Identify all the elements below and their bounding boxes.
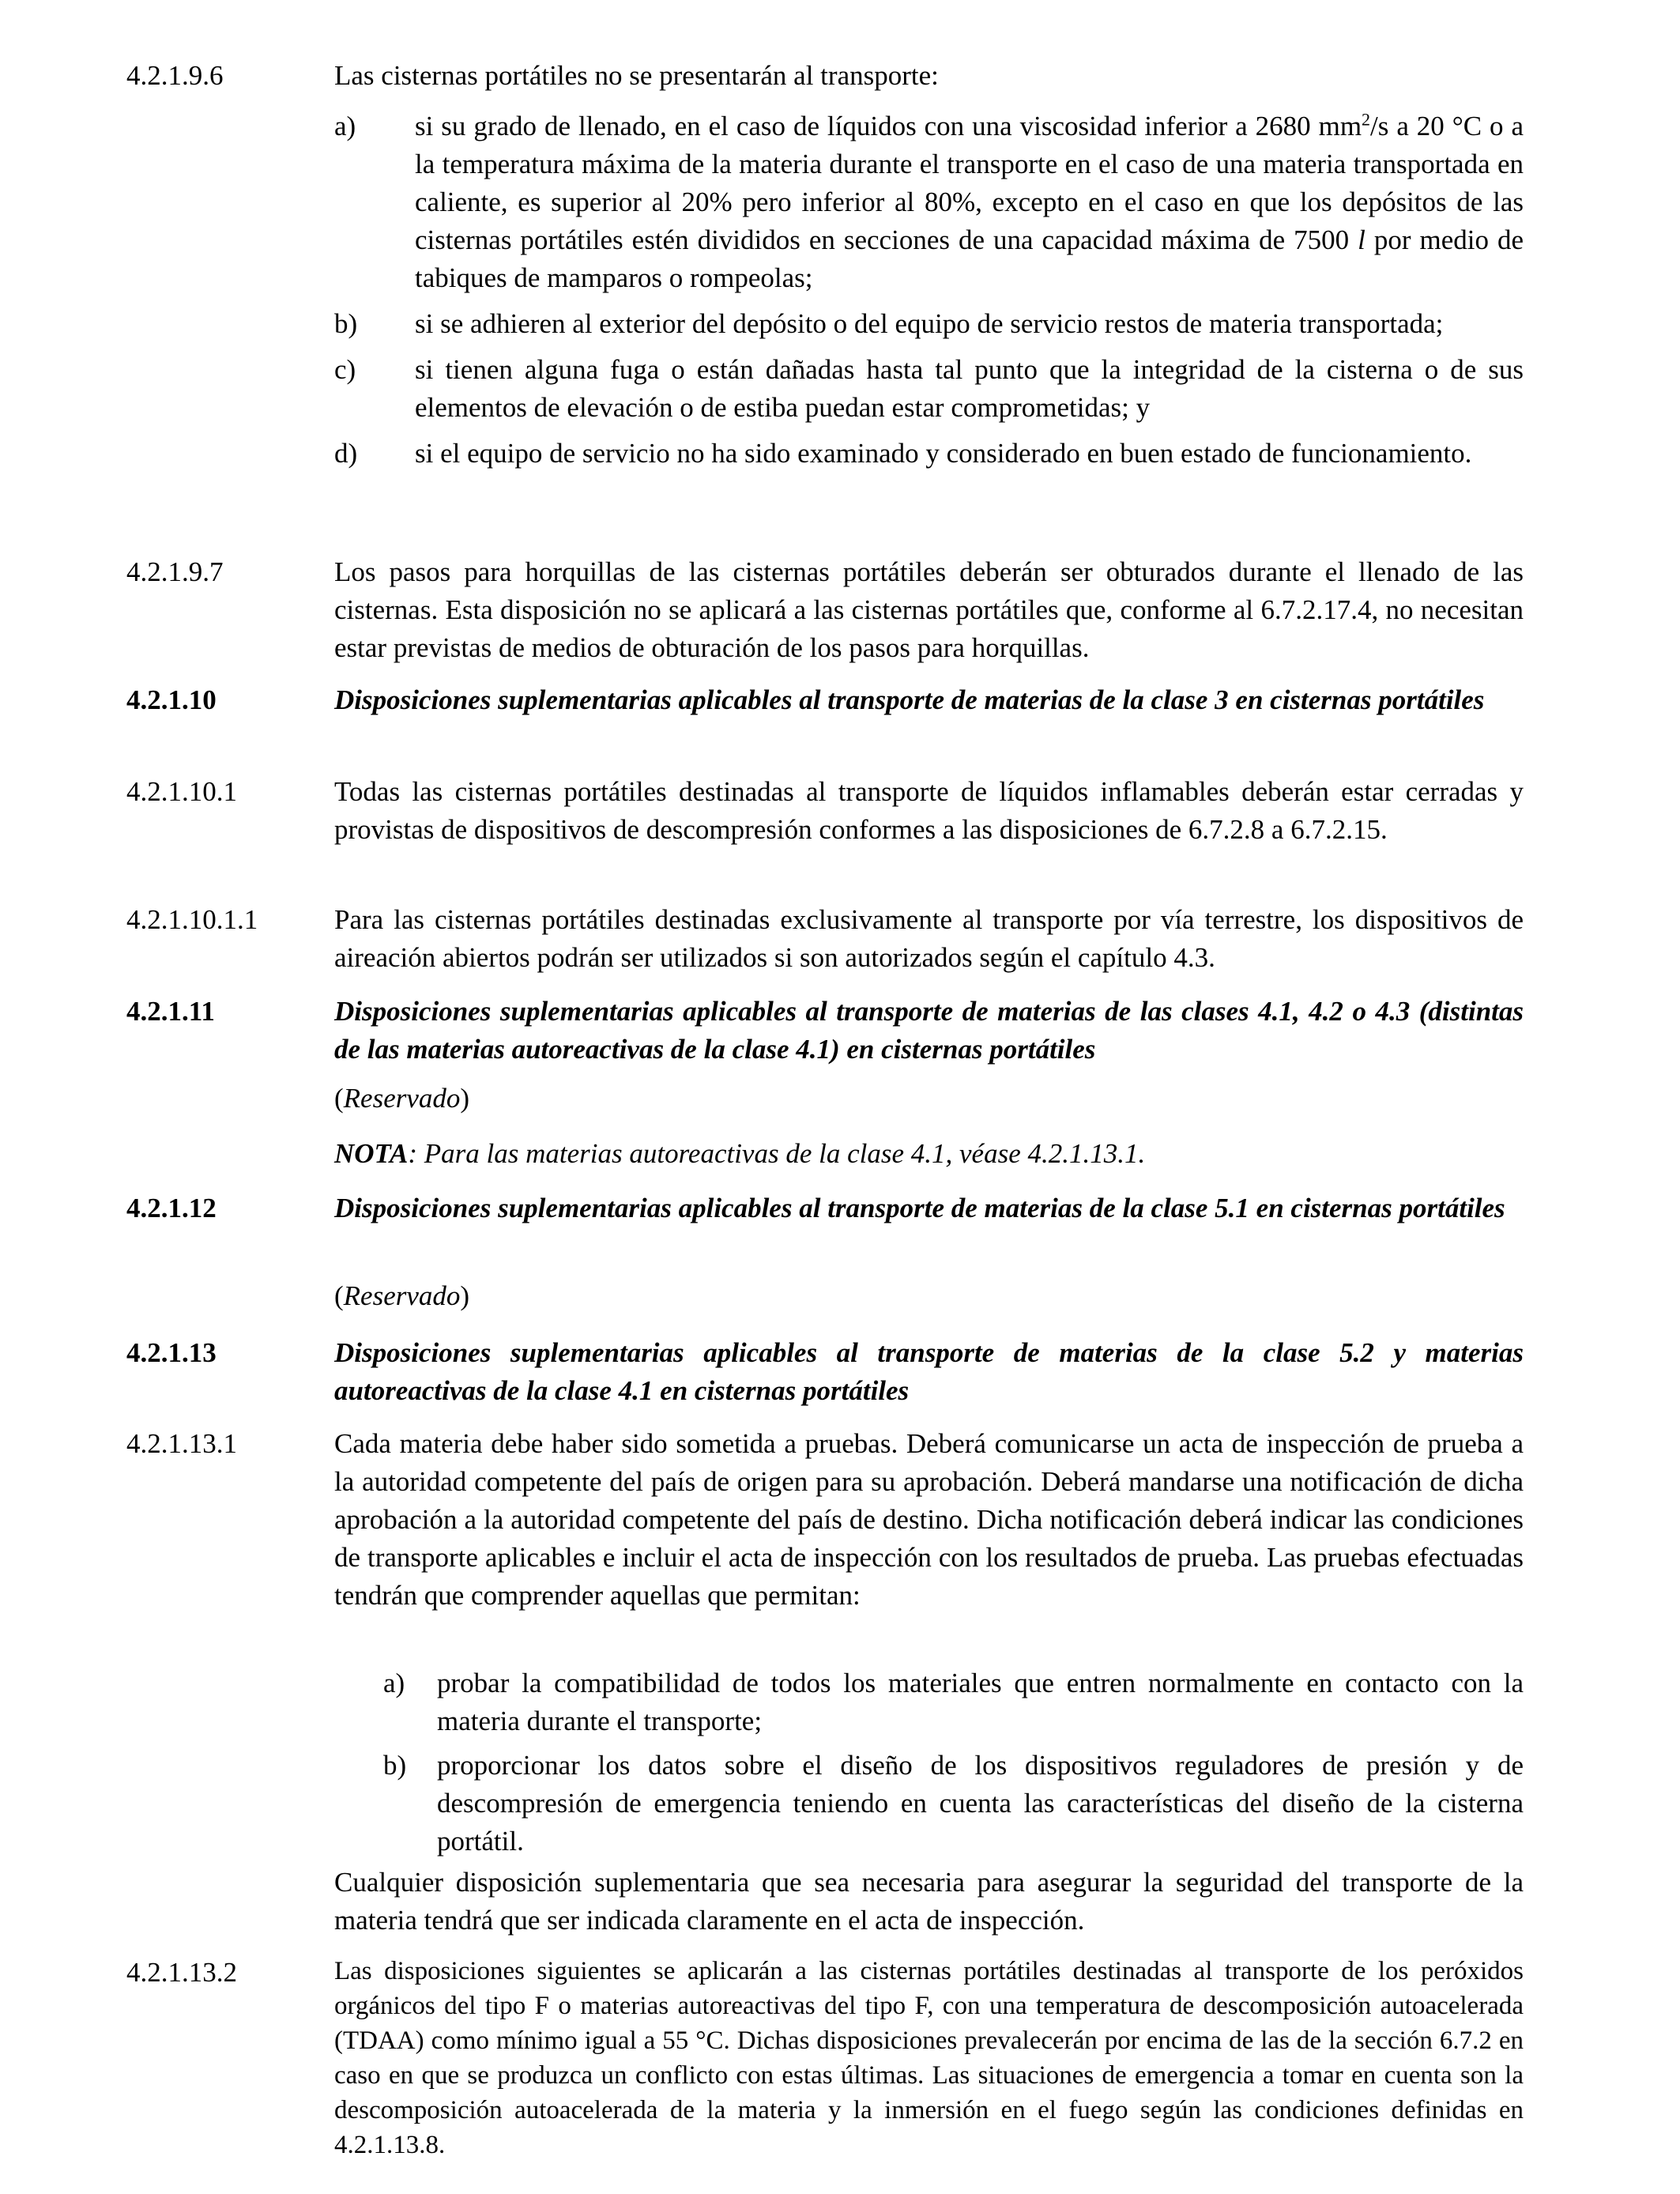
section-heading: Disposiciones suplementarias aplicables al transporte de materias de la clase 3 en cisternas portátiles (334, 684, 1485, 715)
list-item-c (334, 351, 1524, 427)
section-number: 4.2.1.11 (126, 996, 215, 1027)
paren-close: ) (460, 1280, 470, 1311)
section-text: Todas las cisternas portátiles destinadas al transporte de líquidos inflamables deberán estar cerradas y provistas de dispositivos de descompresión conformes a las disposiciones de 6.7.2.8 a 6.7.2.15. (334, 776, 1524, 845)
section-heading: Disposiciones suplementarias aplicables al transporte de materias de la clase 5.2 y materias autoreactivas de la clase 4.1 en cisternas portátiles (334, 1337, 1524, 1406)
list-item-a (334, 1664, 1524, 1740)
section-number: 4.2.1.10.1.1 (126, 904, 258, 935)
section-number: 4.2.1.12 (126, 1193, 217, 1223)
section-heading: Disposiciones suplementarias aplicables al transporte de materias de las clases 4.1, 4.2 o 4.3 (distintas de las materias autoreactivas de la clase 4.1) en cisternas portátiles (334, 996, 1524, 1065)
list-item-label: b) (334, 308, 358, 339)
section-number: 4.2.1.9.6 (126, 60, 224, 91)
section-number: 4.2.1.9.7 (126, 556, 224, 587)
section-text: Los pasos para horquillas de las cisternas portátiles deberán ser obturados durante el llenado de las cisternas. Esta disposición no se aplicará a las cisternas portátiles que, conforme al 6.7.2.17.4, no necesitan estar previstas de medios de obturación de los pasos para horquillas. (334, 556, 1524, 663)
list-item-b (334, 1747, 1524, 1860)
list-item-text (415, 107, 1524, 297)
list-item-label: a) (334, 111, 356, 141)
nota-text (334, 1135, 1524, 1173)
paren-close: ) (460, 1083, 470, 1114)
list-item-text: proporcionar los datos sobre el diseño de los dispositivos reguladores de presión y de descompresión de emergencia teniendo en cuenta las características del diseño de la cisterna portátil. (437, 1750, 1524, 1857)
item-text-part: por medio de tabiques de mamparos o rompeolas; (415, 224, 1524, 293)
nota-label: NOTA (334, 1138, 409, 1169)
item-text-part: /s a 20 °C o a la temperatura máxima de la materia durante el transporte en el caso de una materia transportada en caliente, es superior al 20% pero inferior al 80%, excepto en el caso en que los depósitos de las cisternas portátiles estén divididos en secciones de una capacidad máxima de 7500 (415, 111, 1524, 255)
list-item-text: si se adhieren al exterior del depósito o del equipo de servicio restos de materia transportada; (415, 308, 1444, 339)
section-number: 4.2.1.13.1 (126, 1428, 237, 1459)
list-item-text: probar la compatibilidad de todos los materiales que entren normalmente en contacto con la materia durante el transporte; (437, 1668, 1524, 1736)
section-number: 4.2.1.10.1 (126, 776, 237, 807)
list-item-label: d) (334, 438, 358, 469)
list-item-label: a) (383, 1668, 405, 1698)
section-text: Las disposiciones siguientes se aplicarán a las cisternas portátiles destinadas al transporte de los peróxidos orgánicos del tipo F o materias autoreactivas del tipo F, con una temperatura de descomposición autoacelerada (TDAA) como mínimo igual a 55 °C. Dichas disposiciones prevalecerán por encima de las de la sección 6.7.2 en caso en que se produzca un conflicto con estas últimas. Las situaciones de emergencia a tomar en cuenta son la descomposición autoacelerada de la materia y la inmersión en el fuego según las condiciones definidas en 4.2.1.13.8. (334, 1957, 1524, 2159)
superscript: 2 (1362, 109, 1371, 130)
section-number: 4.2.1.10 (126, 684, 217, 715)
list-item-b (334, 305, 1524, 343)
nota-body: : Para las materias autoreactivas de la clase 4.1, véase 4.2.1.13.1. (408, 1138, 1146, 1169)
list-item-label: c) (334, 354, 356, 385)
reserved-text (334, 1080, 1524, 1118)
section-heading: Disposiciones suplementarias aplicables al transporte de materias de la clase 5.1 en cisternas portátiles (334, 1193, 1505, 1223)
list-item-a (334, 107, 1524, 297)
section-number: 4.2.1.13 (126, 1337, 217, 1368)
unit-liter: l (1358, 224, 1365, 255)
item-text-part: si su grado de llenado, en el caso de líquidos con una viscosidad inferior a 2680 mm (415, 111, 1362, 141)
paren-open: ( (334, 1083, 344, 1114)
list-item-d (334, 435, 1524, 473)
paren-open: ( (334, 1280, 344, 1311)
section-intro: Las cisternas portátiles no se presentarán al transporte: (334, 60, 939, 91)
section-text: Cada materia debe haber sido sometida a pruebas. Deberá comunicarse un acta de inspección de prueba a la autoridad competente del país de origen para su aprobación. Deberá mandarse una notificación de dicha aprobación a la autoridad competente del país de destino. Dicha notificación deberá indicar las condiciones de transporte aplicables e incluir el acta de inspección con los resultados de prueba. Las pruebas efectuadas tendrán que comprender aquellas que permitan: (334, 1428, 1524, 1611)
list-4-2-1-13-1 (334, 1664, 1524, 1860)
section-text: Para las cisternas portátiles destinadas exclusivamente al transporte por vía terrestre, los dispositivos de aireación abiertos podrán ser utilizados si son autorizados según el capítulo 4.3. (334, 904, 1524, 973)
section-closing: Cualquier disposición suplementaria que sea necesaria para asegurar la seguridad del transporte de la materia tendrá que ser indicada claramente en el acta de inspección. (334, 1867, 1524, 1936)
reserved-text (334, 1277, 1524, 1315)
section-number: 4.2.1.13.2 (126, 1957, 237, 1988)
list-item-text: si el equipo de servicio no ha sido examinado y considerado en buen estado de funcionamiento. (415, 438, 1472, 469)
list-item-text: si tienen alguna fuga o están dañadas hasta tal punto que la integridad de la cisterna o de sus elementos de elevación o de estiba puedan estar comprometidas; y (415, 354, 1524, 423)
reserved-label: Reservado (343, 1083, 461, 1114)
list-item-label: b) (383, 1750, 407, 1781)
list-4-2-1-9-6 (334, 107, 1524, 473)
reserved-label: Reservado (343, 1280, 461, 1311)
